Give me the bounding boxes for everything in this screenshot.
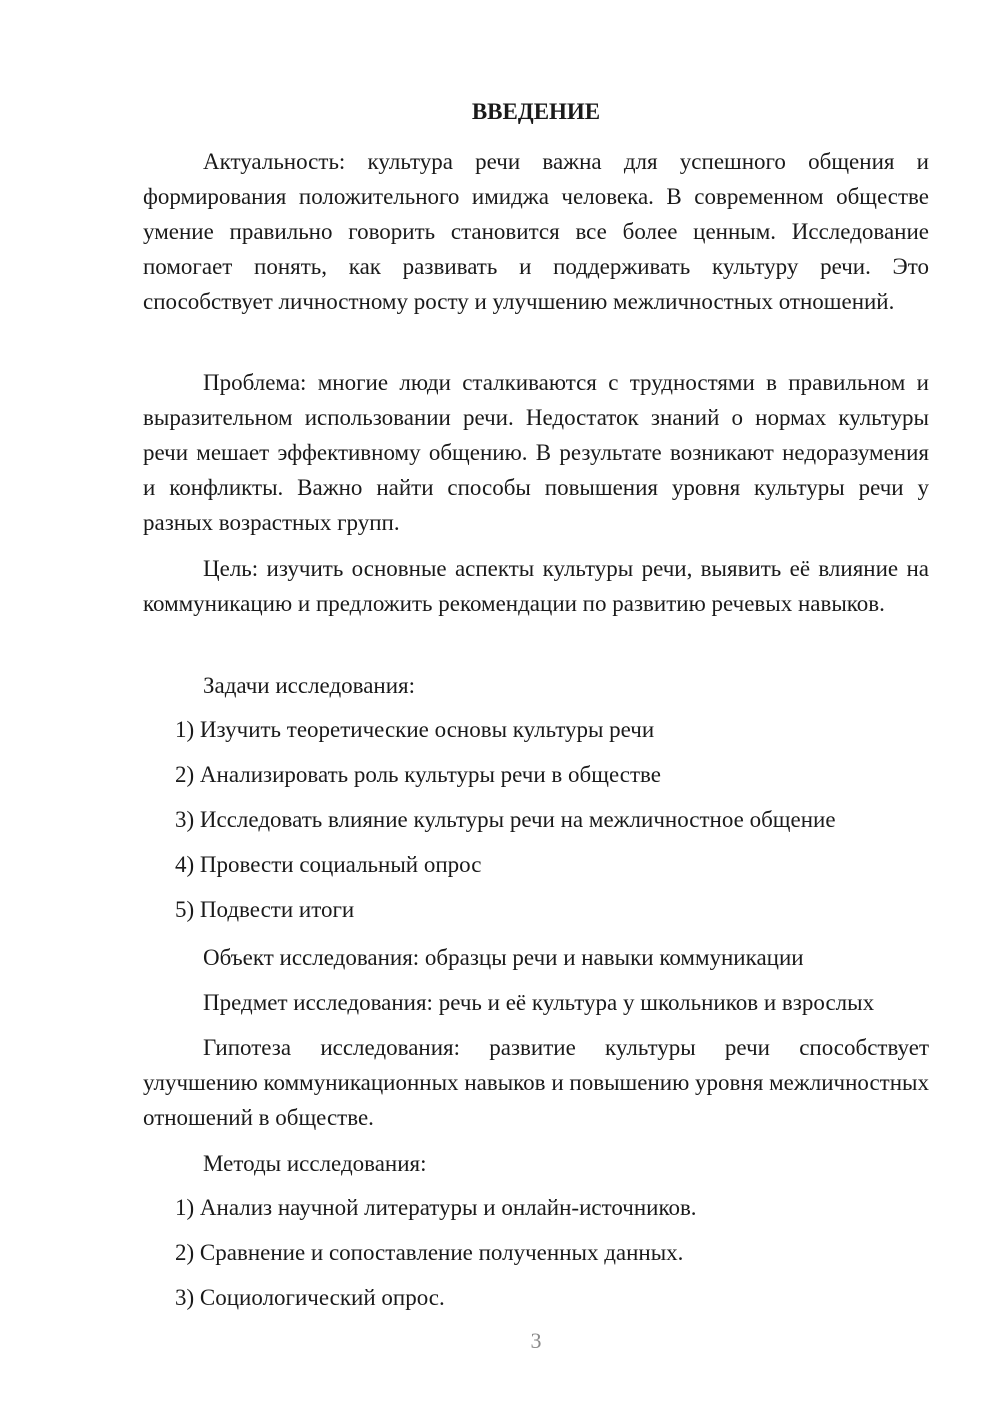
page-title: ВВЕДЕНИЕ — [471, 99, 601, 124]
goal-paragraph: Цель: изучить основные аспекты культуры речи, выявить её влияние на коммуникацию и предложить рекомендации по развитию речевых навыков. — [143, 556, 929, 616]
methods-heading: Методы исследования: — [203, 1151, 427, 1176]
object-paragraph: Объект исследования: образцы речи и навыки коммуникации — [203, 945, 804, 970]
relevance-paragraph: Актуальность: культура речи важна для успешного общения и формирования положительного имиджа человека. В современном обществе умение правильно говорить становится все более ценным. Исследование помогает понять, как развивать и поддерживать культуру речи. Это способствует личностному росту и улучшению межличностных отношений. — [143, 149, 929, 314]
method-item: 3) Социологический опрос. — [175, 1285, 445, 1310]
task-item: 2) Анализировать роль культуры речи в обществе — [175, 762, 661, 787]
task-item: 4) Провести социальный опрос — [175, 852, 482, 877]
task-item: 1) Изучить теоретические основы культуры речи — [175, 717, 655, 742]
task-item: 3) Исследовать влияние культуры речи на межличностное общение — [175, 807, 836, 832]
tasks-heading: Задачи исследования: — [203, 673, 416, 698]
problem-paragraph: Проблема: многие люди сталкиваются с трудностями в правильном и выразительном использовании речи. Недостаток знаний о нормах культуры речи мешает эффективному общению. В результате возникают недоразумения и конфликты. Важно найти способы повышения уровня культуры речи у разных возрастных групп. — [143, 370, 929, 535]
method-item: 2) Сравнение и сопоставление полученных данных. — [175, 1240, 684, 1265]
subject-paragraph: Предмет исследования: речь и её культура у школьников и взрослых — [203, 990, 875, 1015]
task-item: 5) Подвести итоги — [175, 897, 355, 922]
hypothesis-paragraph: Гипотеза исследования: развитие культуры речи способствует улучшению коммуникационных навыков и повышению уровня межличностных отношений в обществе. — [143, 1035, 929, 1130]
method-item: 1) Анализ научной литературы и онлайн-источников. — [175, 1195, 697, 1220]
page-number: 3 — [530, 1328, 542, 1353]
